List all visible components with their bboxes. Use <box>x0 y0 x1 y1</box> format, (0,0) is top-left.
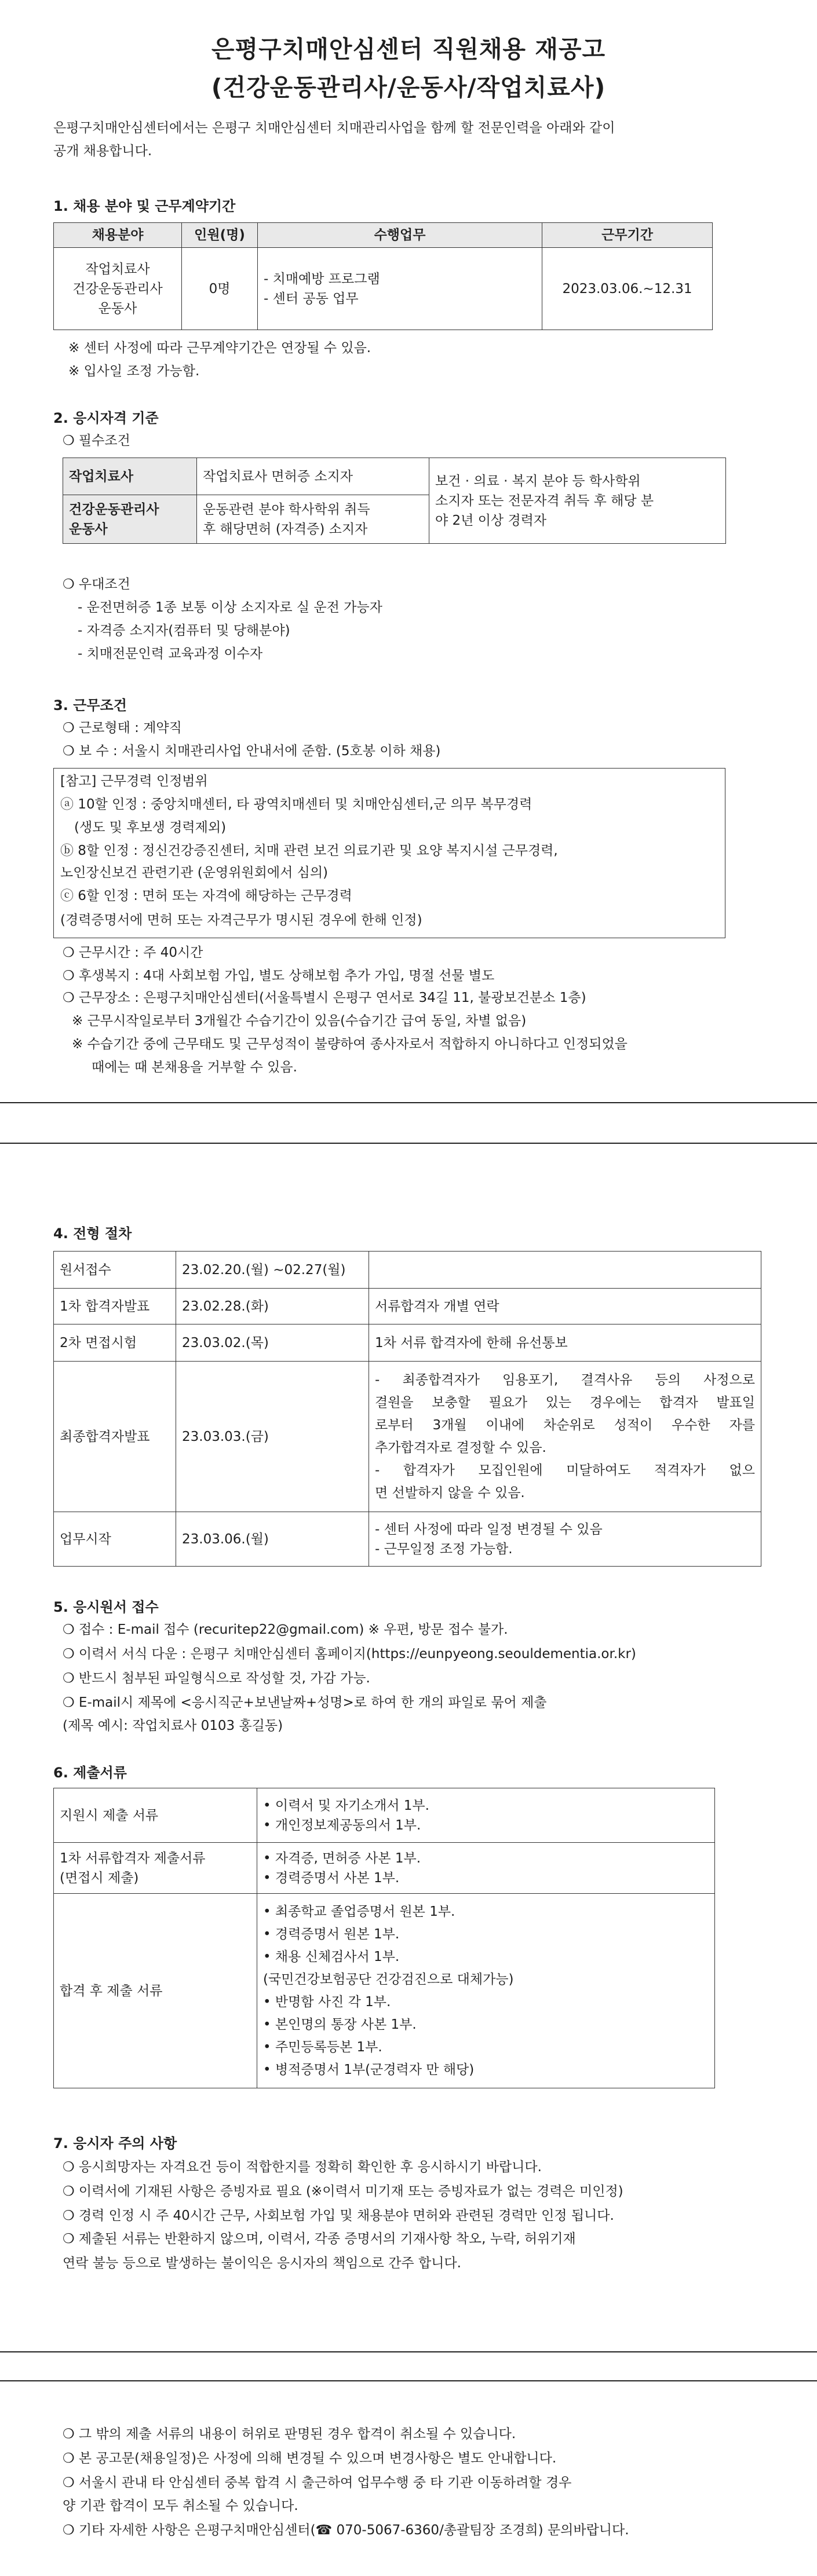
sec2-row2-field-2: 운동사 <box>69 521 108 537</box>
sec2-row2-req-cell <box>197 495 429 544</box>
sec4-date-1: 23.02.20.(월) ~02.27(월) <box>176 1252 369 1289</box>
sec4-desc-4-line2: 결원을 보충할 필요가 있는 경우에는 합격자 발표일 <box>375 1395 755 1410</box>
sec4-stage-3: 2차 면접시험 <box>54 1324 176 1362</box>
sec3-ref-6: (경력증명서에 면허 또는 자격근무가 명시된 경우에 한해 인정) <box>60 913 422 928</box>
sec7-line-3: ❍ 경력 인정 시 주 40시간 근무, 사회보험 가입 및 채용분야 면허와 관련된 경력만 인정 됩니다. <box>63 2208 614 2223</box>
sec1-period: 2023.03.06.~12.31 <box>542 248 713 330</box>
sec1-header-duty: 수행업무 <box>258 223 542 248</box>
sec2-preferred-3: - 치매전문인력 교육과정 이수자 <box>78 646 263 661</box>
document-page-2 <box>0 1144 817 2351</box>
sec5-heading: 5. 응시원서 접수 <box>53 1599 159 1615</box>
sec3-hours: ❍ 근무시간 : 주 40시간 <box>63 945 203 960</box>
sec7-line-5: 연락 불능 등으로 발생하는 불이익은 응시자의 책임으로 간주 합니다. <box>63 2256 461 2271</box>
sec6-row <box>54 1894 715 2088</box>
sec2-common-cell <box>429 458 726 544</box>
sec3-pay: ❍ 보 수 : 서울시 치매관리사업 안내서에 준함. (5호봉 이하 채용) <box>63 744 441 759</box>
sec6-item-1-1: • 이력서 및 자기소개서 1부. <box>263 1798 429 1813</box>
sec4-row <box>54 1324 761 1362</box>
sec6-item-3-4: (국민건강보험공단 건강검진으로 대체가능) <box>263 1971 514 1987</box>
sec6-item-3-7: • 주민등록등본 1부. <box>263 2039 382 2055</box>
sec4-desc-4 <box>369 1362 761 1512</box>
closing-line-5: ❍ 기타 자세한 사항은 은평구치매안심센터(☎ 070-5067-6360/총괄팀장 조경희) 문의바랍니다. <box>63 2523 629 2538</box>
sec5-line-1: ❍ 접수 : E-mail 접수 (recuritep22@gmail.com) ※ 우편, 방문 접수 불가. <box>63 1622 508 1637</box>
sec4-stage-1: 원서접수 <box>54 1252 176 1289</box>
sec3-ref-1: ⓐ 10할 인정 : 중앙치매센터, 타 광역치매센터 및 치매안심센터,군 의무 복무경력 <box>60 797 532 812</box>
sec5-line-5: (제목 예시: 작업치료사 0103 홍길동) <box>63 1718 283 1733</box>
sec1-header-period: 근무기간 <box>542 223 713 248</box>
sec4-desc-3: 1차 서류 합격자에 한해 유선통보 <box>369 1324 761 1362</box>
sec4-heading: 4. 전형 절차 <box>53 1225 132 1242</box>
sec5-line-4: ❍ E-mail시 제목에 <응시직군+보낸날짜+성명>로 하여 한 개의 파일로 묶어 제출 <box>63 1695 547 1710</box>
doc-title-line2: (건강운동관리사/운동사/작업치료사) <box>211 74 606 101</box>
sec6-item-3-5: • 반명함 사진 각 1부. <box>263 1994 391 2010</box>
sec1-heading: 1. 채용 분야 및 근무계약기간 <box>53 198 236 214</box>
sec6-label-3: 합격 후 제출 서류 <box>54 1894 257 2088</box>
sec3-ref-3: ⓑ 8할 인정 : 정신건강증진센터, 치매 관련 보건 의료기관 및 요양 복지시설 근무경력, <box>60 843 558 858</box>
sec1-field-3: 운동사 <box>98 301 137 316</box>
sec6-label-2 <box>54 1843 257 1894</box>
sec2-common-2: 소지자 또는 전문자격 취득 후 해당 분 <box>435 493 654 508</box>
sec2-preferred-2: - 자격증 소지자(컴퓨터 및 당해분야) <box>78 623 290 638</box>
sec4-desc-5-line1: - 센터 사정에 따라 일정 변경될 수 있음 <box>375 1521 603 1537</box>
doc-title-line1: 은평구치매안심센터 직원채용 재공고 <box>211 35 606 63</box>
sec1-header-count: 인원(명) <box>182 223 258 248</box>
intro-line1: 은평구치매안심센터에서는 은평구 치매안심센터 치매관리사업을 함께 할 전문인력을 아래와 같이 <box>53 120 615 136</box>
sec1-table <box>53 222 713 330</box>
closing-line-1: ❍ 그 밖의 제출 서류의 내용이 허위로 판명된 경우 합격이 취소될 수 있습니다. <box>63 2427 516 2442</box>
sec4-row <box>54 1362 761 1512</box>
sec6-table <box>53 1788 715 2088</box>
sec3-note-2b: 때에는 때 본채용을 거부할 수 있음. <box>92 1060 297 1075</box>
sec2-table <box>63 458 726 544</box>
sec2-row1-field: 작업치료사 <box>63 458 197 495</box>
sec4-row <box>54 1289 761 1324</box>
sec2-row2-field-1: 건강운동관리사 <box>69 502 159 517</box>
sec6-items-1 <box>257 1788 715 1843</box>
sec4-desc-4-line3: 로부터 3개월 이내에 차순위로 성적이 우수한 자를 <box>375 1417 755 1433</box>
sec6-item-3-2: • 경력증명서 원본 1부. <box>263 1926 400 1942</box>
closing-line-2: ❍ 본 공고문(채용일정)은 사정에 의해 변경될 수 있으며 변경사항은 별도 안내합니다. <box>63 2451 557 2466</box>
sec4-date-3: 23.03.02.(목) <box>176 1324 369 1362</box>
sec4-desc-4-line5: - 합격자가 모집인원에 미달하여도 적격자가 없으 <box>375 1462 755 1478</box>
sec3-place: ❍ 근무장소 : 은평구치매안심센터(서울특별시 은평구 연서로 34길 11, 불광보건분소 1층) <box>63 990 586 1005</box>
sec1-field-1: 작업치료사 <box>85 261 150 277</box>
sec2-preferred-1: - 운전면허증 1종 보통 이상 소지자로 실 운전 가능자 <box>78 600 382 615</box>
document-page-1 <box>0 0 817 1102</box>
sec2-row2-field-cell <box>63 495 197 544</box>
sec3-heading: 3. 근무조건 <box>53 697 127 713</box>
sec6-item-3-8: • 병적증명서 1부(군경력자 만 해당) <box>263 2062 475 2077</box>
sec4-date-4: 23.03.03.(금) <box>176 1362 369 1512</box>
document-page-3 <box>0 2381 817 2576</box>
sec2-row2-req-1: 운동관련 분야 학사학위 취득 <box>203 502 370 517</box>
sec6-label-2-line1: 1차 서류합격자 제출서류 <box>60 1850 206 1866</box>
sec4-stage-4: 최종합격자발표 <box>54 1362 176 1512</box>
sec3-welfare: ❍ 후생복지 : 4대 사회보험 가입, 별도 상해보험 추가 가입, 명절 선물 별도 <box>63 968 495 983</box>
closing-line-3: ❍ 서울시 관내 타 안심센터 중복 합격 시 출근하여 업무수행 중 타 기관 이동하려할 경우 <box>63 2475 572 2490</box>
sec6-label-1: 지원시 제출 서류 <box>54 1788 257 1843</box>
sec6-items-3 <box>257 1894 715 2088</box>
sec5-line-2: ❍ 이력서 서식 다운 : 은평구 치매안심센터 홈페이지(https://eunpyeong.seouldementia.or.kr) <box>63 1646 636 1662</box>
sec6-label-2-line2: (면접시 제출) <box>60 1870 139 1886</box>
page-separator-2 <box>0 2351 817 2381</box>
sec2-heading: 2. 응시자격 기준 <box>53 410 159 426</box>
sec3-type: ❍ 근로형태 : 계약직 <box>63 720 182 736</box>
sec2-row2-req-2: 후 해당면허 (자격증) 소지자 <box>203 521 368 537</box>
sec2-preferred-label: ❍ 우대조건 <box>63 577 130 592</box>
sec4-desc-1 <box>369 1252 761 1289</box>
sec2-common-3: 야 2년 이상 경력자 <box>435 513 547 528</box>
sec1-duties-cell <box>258 248 542 330</box>
sec1-fields-cell <box>54 248 182 330</box>
sec3-ref-title: [참고] 근무경력 인정범위 <box>60 774 208 789</box>
sec6-row <box>54 1843 715 1894</box>
sec6-row <box>54 1788 715 1843</box>
sec7-line-2: ❍ 이력서에 기재된 사항은 증빙자료 필요 (※이력서 미기재 또는 증빙자료가 없는 경력은 미인정) <box>63 2184 623 2199</box>
sec4-desc-2: 서류합격자 개별 연락 <box>369 1289 761 1324</box>
sec7-heading: 7. 응시자 주의 사항 <box>53 2135 177 2151</box>
closing-line-4: 양 기관 합격이 모두 취소될 수 있습니다. <box>63 2498 298 2513</box>
sec1-field-2: 건강운동관리사 <box>72 281 163 297</box>
sec4-desc-5 <box>369 1512 761 1567</box>
sec4-desc-5-line2: - 근무일정 조정 가능함. <box>375 1541 513 1557</box>
sec3-ref-2: (생도 및 후보생 경력제외) <box>74 820 227 835</box>
sec2-required-label: ❍ 필수조건 <box>63 433 130 448</box>
sec6-items-2 <box>257 1843 715 1894</box>
sec1-note-2: ※ 입사일 조정 가능함. <box>68 364 200 379</box>
sec3-note-1: ※ 근무시작일로부터 3개월간 수습기간이 있음(수습기간 급여 동일, 차별 없음) <box>72 1013 527 1029</box>
sec1-header-field: 채용분야 <box>54 223 182 248</box>
sec2-common-1: 보건 · 의료 · 복지 분야 등 학사학위 <box>435 473 641 489</box>
sec1-duty-2: - 센터 공동 업무 <box>264 291 359 306</box>
sec4-stage-5: 업무시작 <box>54 1512 176 1567</box>
sec4-stage-2: 1차 합격자발표 <box>54 1289 176 1324</box>
sec3-ref-4: 노인장신보건 관련기관 (운영위원회에서 심의) <box>60 865 329 880</box>
sec6-item-2-2: • 경력증명서 사본 1부. <box>263 1870 400 1886</box>
sec7-line-4: ❍ 제출된 서류는 반환하지 않으며, 이력서, 각종 증명서의 기재사항 착오, 누락, 허위기재 <box>63 2231 576 2246</box>
intro-line2: 공개 채용합니다. <box>53 144 152 159</box>
sec6-item-3-6: • 본인명의 통장 사본 1부. <box>263 2017 417 2032</box>
sec4-row <box>54 1252 761 1289</box>
sec3-note-2a: ※ 수습기간 중에 근무태도 및 근무성적이 불량하여 종사자로서 적합하지 아니하다고 인정되었을 <box>72 1037 628 1052</box>
sec5-line-3: ❍ 반드시 첨부된 파일형식으로 작성할 것, 가감 가능. <box>63 1671 370 1686</box>
sec4-table <box>53 1251 761 1567</box>
sec4-date-5: 23.03.06.(월) <box>176 1512 369 1567</box>
sec6-heading: 6. 제출서류 <box>53 1765 127 1781</box>
sec6-item-2-1: • 자격증, 면허증 사본 1부. <box>263 1850 421 1866</box>
sec4-desc-4-line4: 추가합격자로 결정할 수 있음. <box>375 1440 546 1455</box>
sec7-line-1: ❍ 응시희망자는 자격요건 등이 적합한지를 정확히 확인한 후 응시하시기 바랍니다. <box>63 2160 542 2175</box>
sec4-date-2: 23.02.28.(화) <box>176 1289 369 1324</box>
sec1-note-1: ※ 센터 사정에 따라 근무계약기간은 연장될 수 있음. <box>68 341 371 356</box>
sec4-row <box>54 1512 761 1567</box>
sec6-item-3-1: • 최종학교 졸업증명서 원본 1부. <box>263 1904 455 1919</box>
sec6-item-1-2: • 개인정보제공동의서 1부. <box>263 1817 421 1833</box>
sec2-row1-req: 작업치료사 면허증 소지자 <box>197 458 429 495</box>
sec4-desc-4-line1: - 최종합격자가 임용포기, 결격사유 등의 사정으로 <box>375 1372 755 1388</box>
sec1-duty-1: - 치매예방 프로그램 <box>264 271 380 287</box>
sec3-ref-5: ⓒ 6할 인정 : 면허 또는 자격에 해당하는 근무경력 <box>60 888 352 903</box>
sec4-desc-4-line6: 면 선발하지 않을 수 있음. <box>375 1485 525 1501</box>
sec6-item-3-3: • 채용 신체검사서 1부. <box>263 1949 400 1964</box>
page-separator-1 <box>0 1102 817 1144</box>
sec1-count: 0명 <box>182 248 258 330</box>
